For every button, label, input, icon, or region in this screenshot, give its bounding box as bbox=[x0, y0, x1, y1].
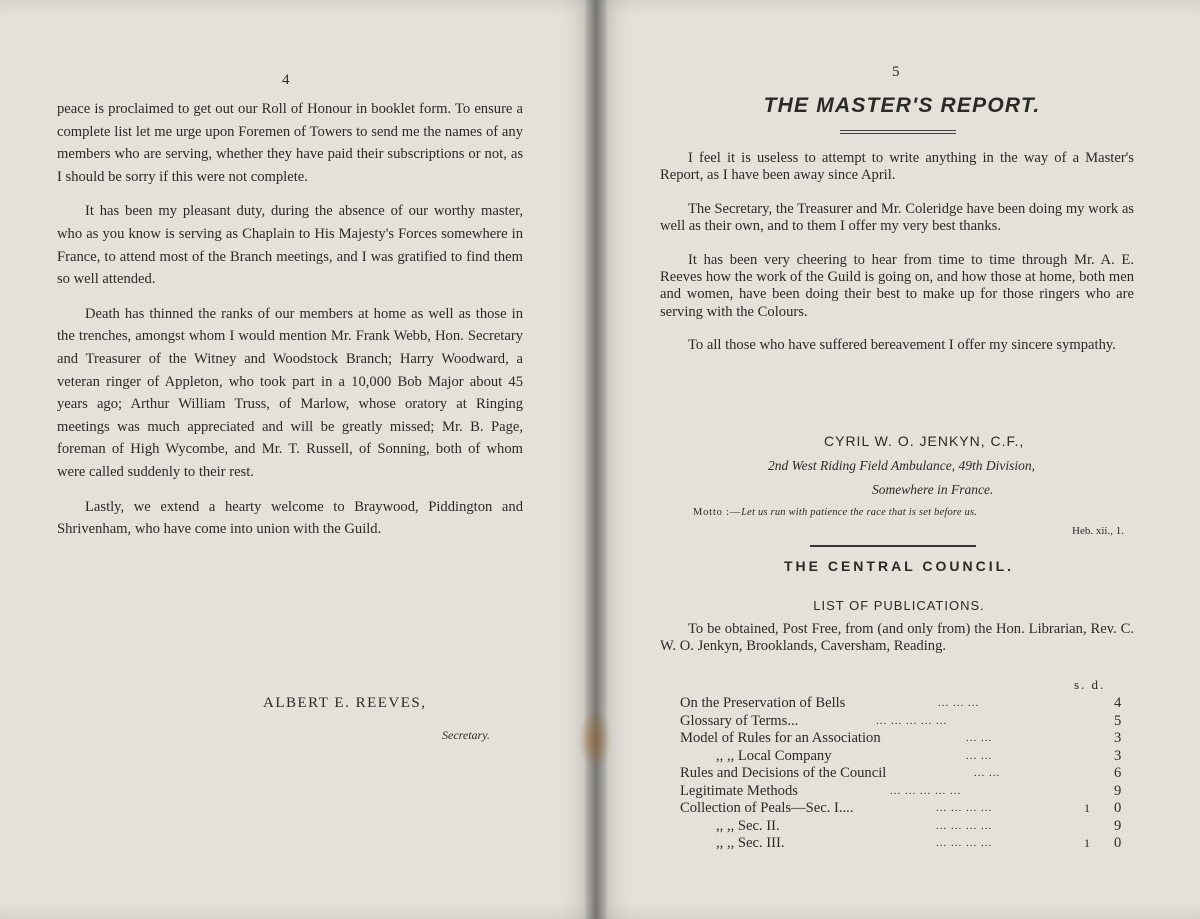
publication-row bbox=[680, 695, 1120, 713]
leader-dots: ... ... ... ... bbox=[936, 819, 993, 832]
central-council-heading: THE CENTRAL COUNCIL. bbox=[783, 558, 1015, 574]
price-pence: 0 bbox=[1114, 800, 1122, 816]
list-of-publications-heading: LIST OF PUBLICATIONS. bbox=[813, 598, 985, 613]
left-paragraph-2: It has been my pleasant duty, during the absence of our worthy master, who as you know is serving as Chaplain to His Majesty's Forces somewhere in France, to attend most of the Branch meetings, and I was gratified to find them so well attended. bbox=[57, 203, 523, 288]
price-pence: 9 bbox=[1114, 817, 1122, 834]
obtain-instructions: To be obtained, Post Free, from (and only from) the Hon. Librarian, Rev. C. W. O. Jenkyn, Brooklands, Caversham, Reading. bbox=[660, 621, 1134, 655]
publication-name: Model of Rules for an Association bbox=[680, 730, 881, 746]
price-pence: 6 bbox=[1114, 765, 1122, 781]
leader-dots: ... ... bbox=[974, 767, 1001, 779]
motto-reference: Heb. xii., 1. bbox=[1072, 525, 1124, 537]
publication-row bbox=[680, 818, 1120, 836]
publication-name: ,, ,, Local Company bbox=[716, 747, 832, 764]
leader-dots: ... ... bbox=[966, 732, 993, 744]
left-paragraph-3: Death has thinned the ranks of our members at home as well as those in the trenches, amongst whom I would mention Mr. Frank Webb, Hon. Secretary and Treasurer of the Witney and Woodstock Branch; Harry Woodward, a veteran ringer of Appleton, who took part in a 10,000 Bob Major about 45 years ago; Arthur William Truss, of Marlow, whose oratory at Ringing meetings was much appreciated and will be greatly missed; Mr. B. Page, foreman of High Wycombe, and Mr. T. Russell, of Sonning, both of whom were called suddenly to their rest. bbox=[57, 305, 523, 480]
publication-name: ,, ,, Sec. II. bbox=[716, 817, 780, 834]
publication-row bbox=[680, 835, 1120, 853]
publication-name: Legitimate Methods bbox=[680, 782, 798, 799]
price-shillings: 1 bbox=[1084, 801, 1090, 815]
price-pence: 9 bbox=[1114, 782, 1122, 799]
left-page bbox=[0, 0, 596, 919]
price-column-header: s. d. bbox=[1074, 677, 1106, 692]
secretary-role: Secretary. bbox=[442, 728, 490, 742]
right-page bbox=[596, 0, 1200, 919]
price-pence: 0 bbox=[1114, 835, 1122, 851]
publication-row bbox=[680, 730, 1120, 748]
leader-dots: ... ... bbox=[966, 749, 993, 762]
publication-row bbox=[680, 748, 1120, 766]
secretary-signature: ALBERT E. REEVES, bbox=[263, 695, 427, 711]
leader-dots: ... ... ... ... ... bbox=[890, 784, 962, 797]
publication-name: On the Preservation of Bells bbox=[680, 695, 846, 711]
price-pence: 3 bbox=[1114, 730, 1122, 746]
publication-row bbox=[680, 765, 1120, 783]
motto-line bbox=[693, 507, 977, 518]
motto-text: Let us run with patience the race that is set before us. bbox=[741, 507, 978, 518]
leader-dots: ... ... ... ... bbox=[936, 837, 993, 849]
publication-name: Rules and Decisions of the Council bbox=[680, 765, 887, 781]
left-paragraph-4: Lastly, we extend a hearty welcome to Braywood, Piddington and Shrivenham, who have come into union with the Guild. bbox=[57, 498, 523, 538]
publication-row bbox=[680, 783, 1120, 801]
binding-stain bbox=[578, 708, 612, 770]
left-paragraph-1: peace is proclaimed to get out our Roll of Honour in booklet form. To ensure a complete list let me urge upon Foremen of Towers to send me the names of any members who are serving, whether they have paid their subscriptions or not, as I should be sorry if this were not complete. bbox=[57, 101, 523, 185]
section-rule bbox=[810, 545, 976, 547]
publication-row bbox=[680, 800, 1120, 818]
right-paragraph-2: The Secretary, the Treasurer and Mr. Coleridge have been doing my work as well as their own, and to them I offer my very best thanks. bbox=[660, 200, 1134, 235]
page-number-left: 4 bbox=[282, 72, 290, 88]
master-signature: CYRIL W. O. JENKYN, C.F., bbox=[824, 433, 1025, 449]
master-place: Somewhere in France. bbox=[872, 482, 994, 497]
title-double-rule bbox=[840, 130, 956, 134]
right-body-text bbox=[660, 150, 1134, 371]
price-pence: 4 bbox=[1114, 695, 1122, 711]
master-unit: 2nd West Riding Field Ambulance, 49th Division, bbox=[768, 458, 1035, 473]
book-gutter bbox=[585, 0, 607, 919]
page-number-right: 5 bbox=[892, 64, 900, 80]
motto-label: Motto :— bbox=[693, 507, 742, 518]
leader-dots: ... ... ... ... ... bbox=[876, 714, 948, 727]
right-paragraph-1: I feel it is useless to attempt to write anything in the way of a Master's Report, as I have been away since April. bbox=[660, 150, 1134, 184]
publication-name: ,, ,, Sec. III. bbox=[716, 835, 785, 851]
right-paragraph-3: It has been very cheering to hear from time to time through Mr. A. E. Reeves how the work of the Guild is going on, and how those at home, both men and women, have been doing their best to make up for those ringers who are serving with the Colours. bbox=[660, 251, 1134, 320]
publication-name: Collection of Peals—Sec. I.... bbox=[680, 800, 854, 816]
publication-row bbox=[680, 713, 1120, 731]
price-pence: 3 bbox=[1114, 747, 1122, 764]
price-shillings: 1 bbox=[1084, 836, 1090, 850]
leader-dots: ... ... ... ... bbox=[936, 802, 993, 814]
publication-name: Glossary of Terms... bbox=[680, 712, 799, 729]
publications-list bbox=[680, 695, 1120, 853]
masters-report-title: THE MASTER'S REPORT. bbox=[763, 94, 1041, 117]
right-paragraph-4: To all those who have suffered bereavement I offer my sincere sympathy. bbox=[688, 337, 1116, 354]
leader-dots: ... ... ... bbox=[938, 697, 980, 709]
price-pence: 5 bbox=[1114, 712, 1122, 729]
left-body-text bbox=[57, 98, 523, 553]
